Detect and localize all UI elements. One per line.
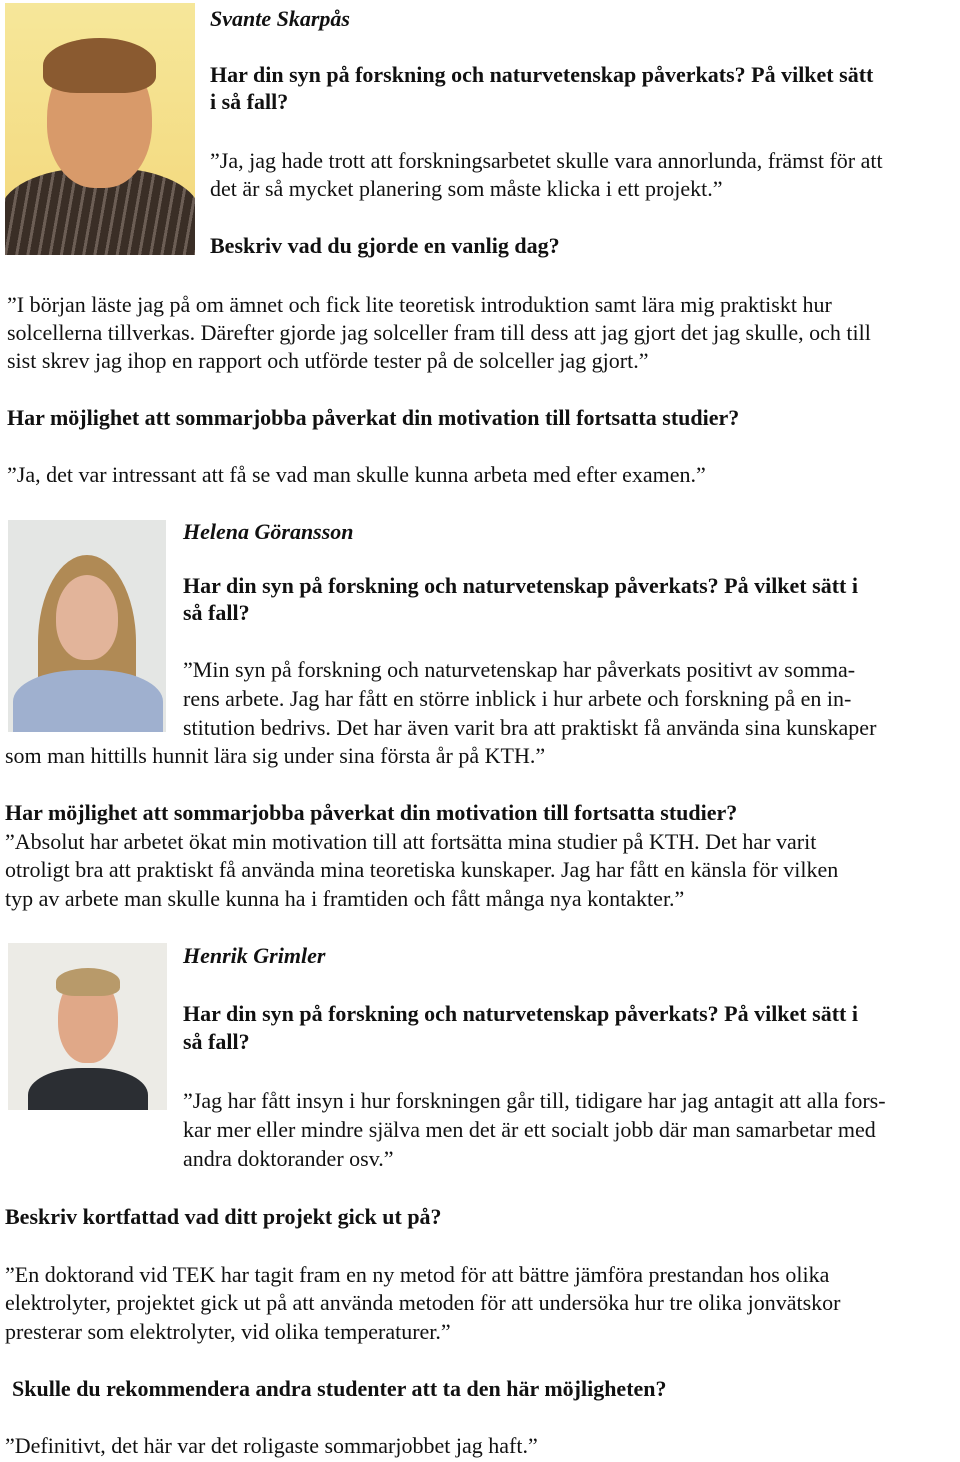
answer: stitution bedrivs. Det har även varit bra att praktiskt få använda sina kunskaper bbox=[183, 715, 877, 740]
answer: kar mer eller mindre själva men det är ett socialt jobb där man samarbetar med bbox=[183, 1117, 876, 1142]
question: Har din syn på forskning och naturvetenskap påverkats? På vilket sätt i bbox=[183, 1001, 858, 1026]
answer: som man hittills hunnit lära sig under sina första år på KTH.” bbox=[5, 743, 546, 768]
photo-svante bbox=[5, 3, 195, 255]
answer: typ av arbete man skulle kunna ha i framtiden och fått många nya kontakter.” bbox=[5, 886, 685, 911]
answer: solcellerna tillverkas. Därefter gjorde jag solceller fram till dess att jag gjort det jag skulle, och till bbox=[7, 320, 871, 345]
question: Har din syn på forskning och naturvetenskap påverkats? På vilket sätt i bbox=[183, 573, 858, 598]
question: så fall? bbox=[183, 600, 250, 625]
answer: andra doktorander osv.” bbox=[183, 1146, 394, 1171]
question: i så fall? bbox=[210, 89, 289, 114]
question: Beskriv vad du gjorde en vanlig dag? bbox=[210, 233, 560, 258]
answer: ”Jag har fått insyn i hur forskningen går till, tidigare har jag antagit att alla fors- bbox=[183, 1088, 886, 1113]
question: Beskriv kortfattad vad ditt projekt gick ut på? bbox=[5, 1204, 442, 1229]
question: Har möjlighet att sommarjobba påverkat din motivation till fortsatta studier? bbox=[7, 405, 740, 430]
answer: ”Absolut har arbetet ökat min motivation till att fortsätta mina studier på KTH. Det har varit bbox=[5, 829, 817, 854]
answer: otroligt bra att praktiskt få använda mina teoretiska kunskaper. Jag har fått en känsla för vilken bbox=[5, 857, 839, 882]
question: Har möjlighet att sommarjobba påverkat din motivation till fortsatta studier? bbox=[5, 800, 738, 825]
person-name: Svante Skarpås bbox=[210, 6, 350, 31]
answer: presterar som elektrolyter, vid olika temperaturer.” bbox=[5, 1319, 451, 1344]
answer: det är så mycket planering som måste klicka i ett projekt.” bbox=[210, 176, 723, 201]
answer: ”I början läste jag på om ämnet och fick lite teoretisk introduktion samt lära mig praktiskt hur bbox=[7, 292, 832, 317]
photo-helena bbox=[8, 520, 166, 732]
answer: rens arbete. Jag har fått en större inblick i hur arbete och forskning på en in- bbox=[183, 686, 852, 711]
photo-henrik bbox=[8, 943, 167, 1110]
answer: ”Definitivt, det här var det roligaste sommarjobbet jag haft.” bbox=[5, 1433, 538, 1458]
answer: ”En doktorand vid TEK har tagit fram en ny metod för att bättre jämföra prestandan hos olika bbox=[5, 1262, 830, 1287]
question: så fall? bbox=[183, 1029, 250, 1054]
answer: sist skrev jag ihop en rapport och utförde tester på de solceller jag gjort.” bbox=[7, 348, 649, 373]
question: Skulle du rekommendera andra studenter att ta den här möjligheten? bbox=[12, 1376, 667, 1401]
answer: ”Min syn på forskning och naturvetenskap har påverkats positivt av somma- bbox=[183, 657, 856, 682]
question: Har din syn på forskning och naturvetenskap påverkats? På vilket sätt bbox=[210, 62, 874, 87]
answer: ”Ja, jag hade trott att forskningsarbetet skulle vara annorlunda, främst för att bbox=[210, 148, 883, 173]
person-name: Helena Göransson bbox=[183, 519, 354, 544]
answer: elektrolyter, projektet gick ut på att använda metoden för att undersöka hur tre olika jonvätskor bbox=[5, 1290, 841, 1315]
answer: ”Ja, det var intressant att få se vad man skulle kunna arbeta med efter examen.” bbox=[7, 462, 706, 487]
person-name: Henrik Grimler bbox=[183, 943, 326, 968]
